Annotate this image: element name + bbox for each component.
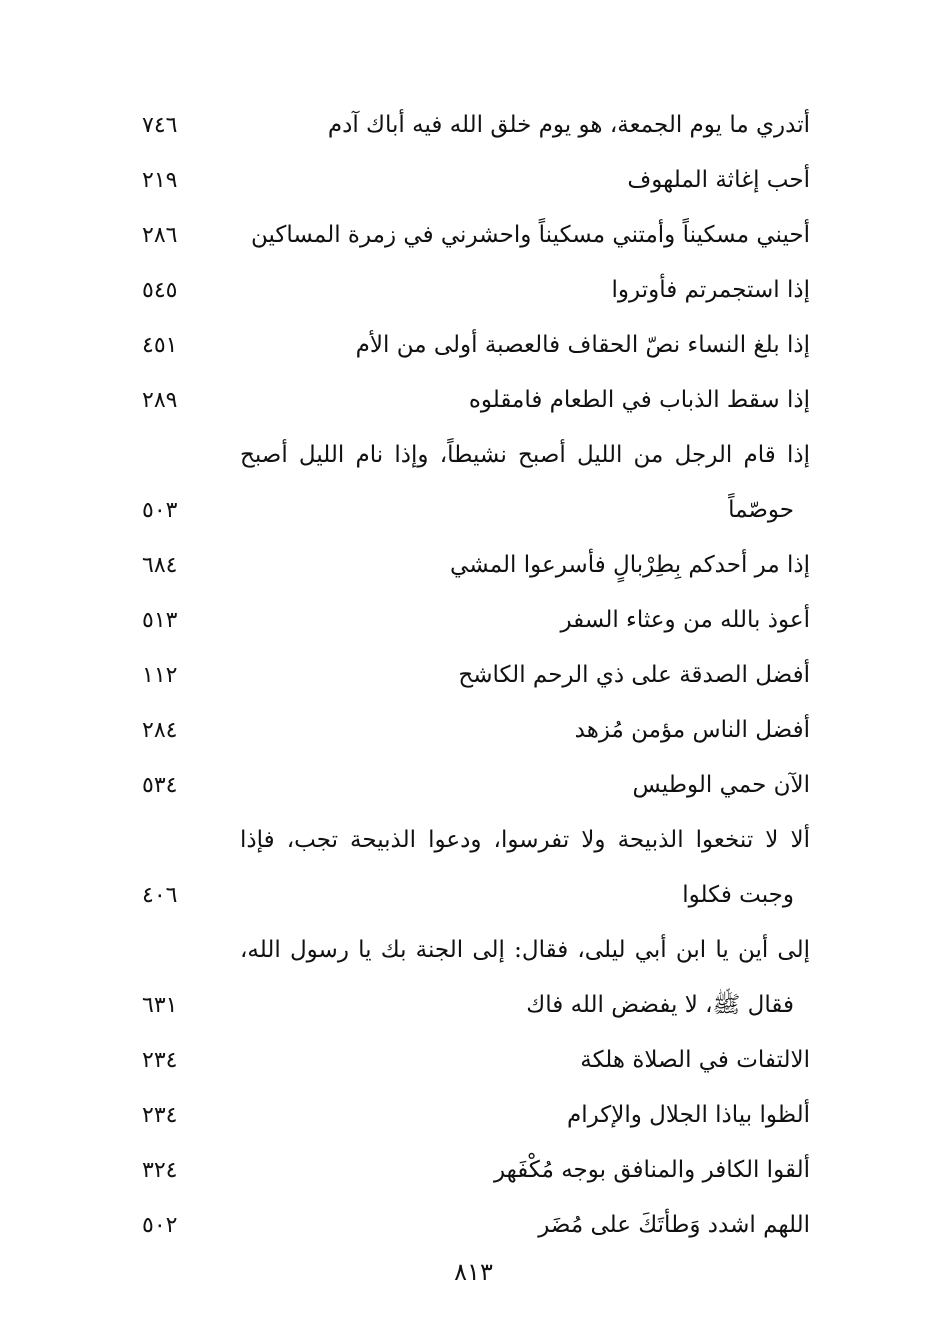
index-entry-line	[130, 98, 810, 153]
index-entry	[130, 1033, 810, 1088]
index-entry	[130, 593, 810, 648]
index-entry	[130, 538, 810, 593]
index-entry-line	[130, 208, 810, 263]
hadith-text: أحب إغاثة الملهوف	[627, 167, 810, 193]
page-reference: ١١٢	[142, 663, 178, 688]
page-reference: ٥٠٣	[142, 498, 178, 523]
index-entry	[130, 1198, 810, 1253]
index-entry	[130, 208, 810, 263]
page-reference: ٥١٣	[142, 608, 178, 633]
index-entry-line	[130, 703, 810, 758]
hadith-text: اللهم اشدد وَطأتَكَ على مُضَر	[538, 1212, 810, 1238]
index-entry	[130, 153, 810, 208]
hadith-text: ألا لا تنخعوا الذبيحة ولا تفرسوا، ودعوا الذبيحة تجب، فإذا	[240, 827, 810, 853]
index-entry	[130, 373, 810, 428]
index-entry-line	[130, 318, 810, 373]
index-entry-line	[130, 1033, 810, 1088]
hadith-text: إذا مر أحدكم بِطِرْبالٍ فأسرعوا المشي	[450, 552, 810, 578]
page-reference: ٢٣٤	[142, 1048, 178, 1073]
hadith-text: إذا استجمرتم فأوتروا	[611, 277, 810, 303]
page-reference: ٤٠٦	[142, 883, 178, 908]
index-entry	[130, 923, 810, 1033]
hadith-text: أتدري ما يوم الجمعة، هو يوم خلق الله فيه أباك آدم	[327, 112, 810, 138]
index-entry	[130, 318, 810, 373]
index-entry-line	[130, 263, 810, 318]
hadith-text: فقال ﷺ، لا يفضض الله فاك	[526, 992, 794, 1018]
page-reference: ٢٣٤	[142, 1103, 178, 1128]
hadith-text: أعوذ بالله من وعثاء السفر	[560, 607, 810, 633]
index-entry-line	[130, 1198, 810, 1253]
page-reference: ٢٨٦	[142, 223, 178, 248]
hadith-index-list	[130, 98, 810, 1253]
hadith-text: ألظوا بياذا الجلال والإكرام	[566, 1102, 810, 1128]
hadith-text: إذا سقط الذباب في الطعام فامقلوه	[468, 387, 810, 413]
index-entry	[130, 1143, 810, 1198]
hadith-text: أفضل الناس مؤمن مُزهد	[574, 717, 810, 743]
index-entry	[130, 648, 810, 703]
hadith-text: أفضل الصدقة على ذي الرحم الكاشح	[458, 662, 810, 688]
hadith-text: إلى أين يا ابن أبي ليلى، فقال: إلى الجنة بك يا رسول الله،	[240, 937, 810, 963]
hadith-text: أحيني مسكيناً وأمتني مسكيناً واحشرني في زمرة المساكين	[250, 222, 810, 248]
index-entry	[130, 703, 810, 758]
page-reference: ٣٢٤	[142, 1158, 178, 1183]
index-entry-line	[130, 1088, 810, 1143]
page-reference: ٢١٩	[142, 168, 178, 193]
page-reference: ٦٣١	[142, 993, 178, 1018]
page-reference: ٢٨٩	[142, 388, 178, 413]
page-reference: ٢٨٤	[142, 718, 178, 743]
hadith-text: إذا بلغ النساء نصّ الحقاف فالعصبة أولى من الأم	[355, 332, 810, 358]
page-reference: ٧٤٦	[142, 113, 178, 138]
index-entry-line	[130, 593, 810, 648]
index-entry	[130, 263, 810, 318]
index-entry	[130, 813, 810, 923]
index-entry	[130, 98, 810, 153]
page-reference: ٦٨٤	[142, 553, 178, 578]
index-entry-line	[130, 868, 810, 923]
index-entry-line	[130, 153, 810, 208]
index-entry-line	[130, 923, 810, 978]
page-reference: ٥٤٥	[142, 278, 178, 303]
index-entry-line	[130, 373, 810, 428]
hadith-text: إذا قام الرجل من الليل أصبح نشيطاً، وإذا نام الليل أصبح	[240, 442, 810, 468]
index-entry	[130, 758, 810, 813]
page-number: ٨١٣	[454, 1258, 493, 1286]
page-reference: ٥٠٢	[142, 1213, 178, 1238]
index-entry-line	[130, 428, 810, 483]
hadith-text: الآن حمي الوطيس	[632, 772, 810, 798]
index-entry-line	[130, 813, 810, 868]
index-entry	[130, 428, 810, 538]
index-entry	[130, 1088, 810, 1143]
index-entry-line	[130, 758, 810, 813]
hadith-text: حوصّماً	[728, 497, 794, 523]
index-entry-line	[130, 483, 810, 538]
page-reference: ٥٣٤	[142, 773, 178, 798]
index-entry-line	[130, 978, 810, 1033]
hadith-text: وجبت فكلوا	[682, 882, 794, 908]
index-entry-line	[130, 538, 810, 593]
hadith-text: الالتفات في الصلاة هلكة	[580, 1047, 810, 1073]
index-entry-line	[130, 1143, 810, 1198]
page-reference: ٤٥١	[142, 333, 178, 358]
hadith-text: ألقوا الكافر والمنافق بوجه مُكْفَهر	[493, 1157, 810, 1183]
index-entry-line	[130, 648, 810, 703]
